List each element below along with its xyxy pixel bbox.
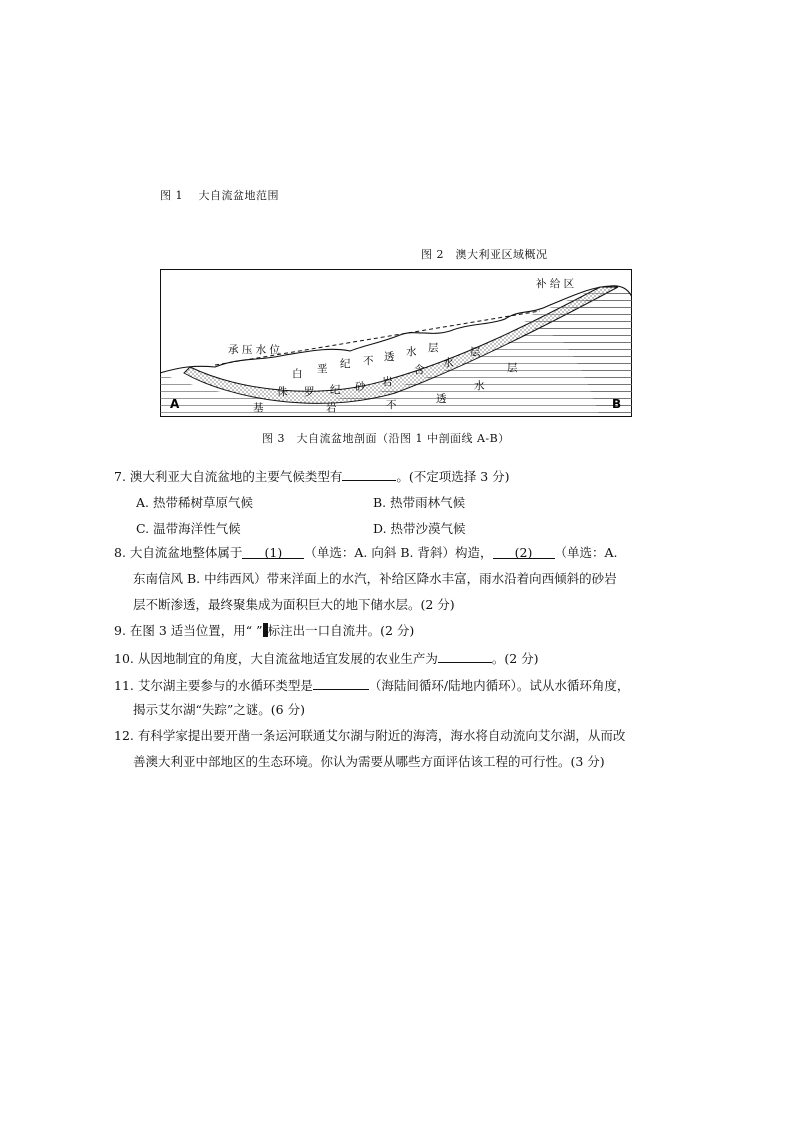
answer-blank[interactable]: [438, 649, 492, 663]
answer-blank-1[interactable]: (1): [242, 545, 304, 559]
svg-text:水: 水: [406, 346, 417, 358]
question-10: 10. 从因地制宜的角度，大自流盆地适宜发展的农业生产为 。(2 分): [114, 651, 539, 666]
svg-text:纪: 纪: [340, 358, 351, 370]
svg-text:纪: 纪: [330, 384, 341, 396]
answer-blank[interactable]: [342, 467, 396, 481]
question-8-line-3: 层不断渗透，最终聚集成为面积巨大的地下储水层。(2 分): [133, 597, 455, 612]
svg-text:水: 水: [474, 380, 485, 392]
svg-text:砂: 砂: [355, 381, 366, 393]
question-11-line-1: 11. 艾尔湖主要参与的水循环类型是 （海陆间循环/陆地内循环）。试从水循环角度，: [114, 678, 630, 693]
pressure-level-label: 承 压 水 位: [228, 344, 281, 356]
option-b: B. 热带雨林气候: [373, 495, 466, 510]
svg-text:含: 含: [414, 364, 425, 376]
question-9: 9. 在图 3 适当位置，用“ ” 标注出一口自流井。(2 分): [114, 623, 415, 638]
svg-text:岩: 岩: [326, 402, 337, 414]
answer-blank[interactable]: [313, 676, 369, 690]
figure-3-caption: 图 3 大自流盆地剖面（沿图 1 中剖面线 A-B）: [262, 432, 510, 445]
svg-text:透: 透: [384, 351, 395, 363]
svg-text:层: 层: [507, 362, 518, 374]
svg-text:不: 不: [386, 399, 397, 411]
svg-text:岩: 岩: [382, 376, 393, 388]
option-c: C. 温带海洋性气候: [136, 521, 241, 536]
svg-text:层: 层: [428, 342, 439, 354]
question-12-line-2: 善澳大利亚中部地区的生态环境。你认为需要从哪些方面评估该工程的可行性。(3 分): [133, 754, 605, 769]
label-a: A: [170, 397, 180, 411]
question-8-line-2: 东南信风 B. 中纬西风）带来洋面上的水汽，补给区降水丰富，雨水沿着向西倾斜的砂岩: [133, 571, 617, 586]
svg-text:罗: 罗: [304, 386, 315, 398]
svg-text:侏: 侏: [277, 386, 288, 398]
label-b: B: [612, 397, 622, 411]
svg-text:层: 层: [470, 346, 481, 358]
basin-cross-section-diagram: [160, 269, 632, 417]
answer-blank-2[interactable]: (2): [493, 545, 555, 559]
svg-text:基: 基: [253, 402, 264, 414]
recharge-zone-label: 补 给 区: [536, 278, 575, 290]
question-11-line-2: 揭示艾尔湖“失踪”之谜。(6 分): [133, 702, 305, 717]
figure-1-caption: 图 1 大自流盆地范围: [160, 189, 279, 202]
svg-text:透: 透: [436, 393, 447, 405]
svg-text:水: 水: [443, 357, 454, 369]
svg-text:不: 不: [363, 355, 374, 367]
svg-text:白: 白: [292, 368, 303, 380]
option-d: D. 热带沙漠气候: [373, 521, 466, 536]
question-8-line-1: 8. 大自流盆地整体属于 (1) （单选：A. 向斜 B. 背斜）构造， (2) （单选：A.: [114, 545, 618, 560]
option-a: A. 热带稀树草原气候: [136, 495, 253, 510]
svg-text:垩: 垩: [317, 363, 328, 375]
question-7: 7. 澳大利亚大自流盆地的主要气候类型有 。(不定项选择 3 分): [114, 469, 510, 484]
question-12-line-1: 12. 有科学家提出要开凿一条运河联通艾尔湖与附近的海湾，海水将自动流向艾尔湖，从而改: [114, 728, 626, 743]
figure-2-caption: 图 2 澳大利亚区域概况: [421, 248, 548, 261]
